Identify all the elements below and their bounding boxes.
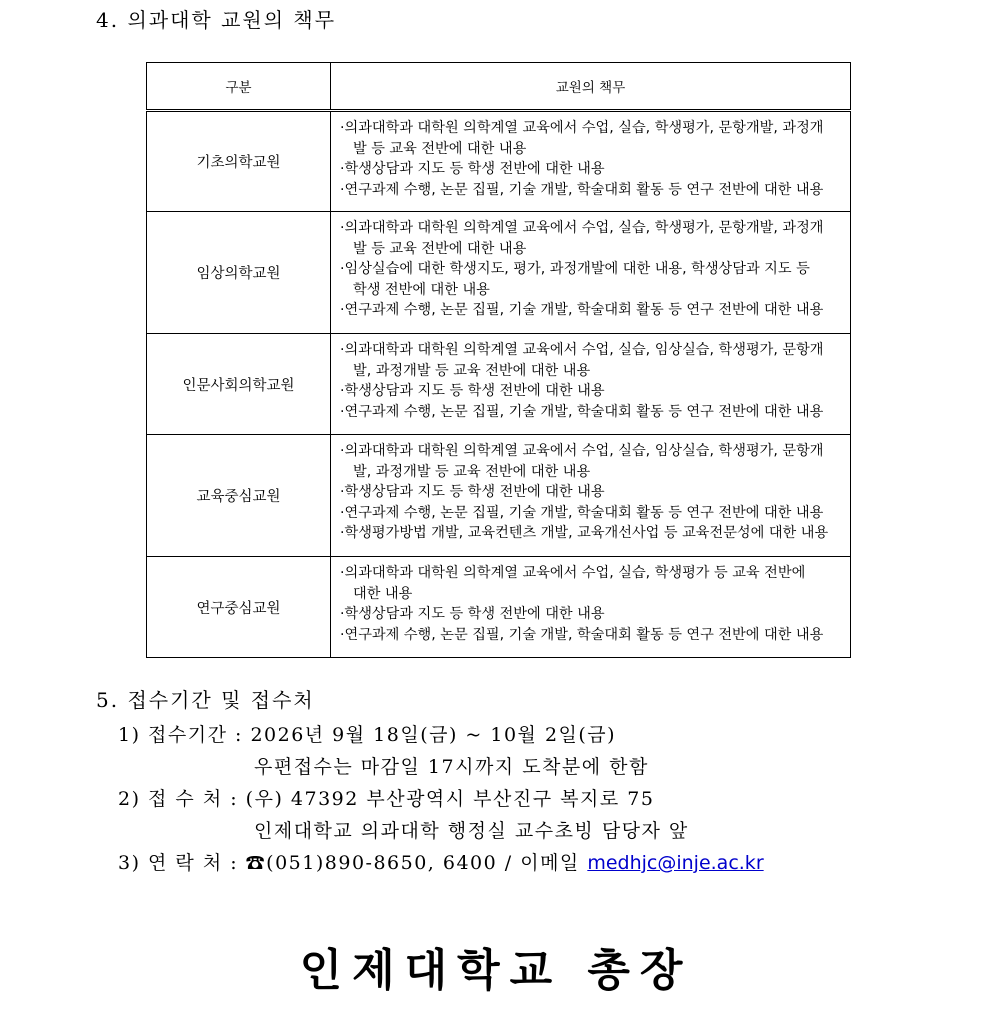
place-recipient: 인제대학교 의과대학 행정실 교수초빙 담당자 앞 [254, 820, 689, 842]
category-cell: 기초의학교원 [147, 111, 331, 212]
duty-line: ·의과대학과 대학원 의학계열 교육에서 수업, 실습, 학생평가 등 교육 전반에 [340, 565, 806, 581]
duty-line: ·연구과제 수행, 논문 집필, 기술 개발, 학술대회 활동 등 연구 전반에 대한 내용 [340, 302, 824, 318]
application-period-row [118, 720, 616, 747]
period-value: 2026년 9월 18일(금) ~ 10월 2일(금) [250, 724, 617, 746]
duty-line: 발, 과정개발 등 교육 전반에 대한 내용 [353, 463, 591, 480]
duty-line: 발 등 교육 전반에 대한 내용 [353, 240, 527, 257]
duty-line: ·학생상담과 지도 등 학생 전반에 대한 내용 [340, 161, 605, 177]
table-row [147, 557, 851, 658]
table-row [147, 334, 851, 435]
signature: 인제대학교 총장 [299, 945, 693, 996]
application-place-row [118, 784, 654, 811]
category-cell: 임상의학교원 [147, 212, 331, 334]
category-cell: 교육중심교원 [147, 435, 331, 557]
duty-line: 발, 과정개발 등 교육 전반에 대한 내용 [353, 362, 591, 379]
category-cell: 인문사회의학교원 [147, 334, 331, 435]
period-label: 1) 접수기간 : [118, 724, 251, 746]
category-cell: 연구중심교원 [147, 557, 331, 658]
duty-line: ·연구과제 수행, 논문 집필, 기술 개발, 학술대회 활동 등 연구 전반에 대한 내용 [340, 504, 824, 521]
duty-line: ·연구과제 수행, 논문 집필, 기술 개발, 학술대회 활동 등 연구 전반에 대한 내용 [340, 181, 824, 198]
section-4-title: 4. 의과대학 교원의 책무 [96, 8, 337, 32]
duty-line: ·학생평가방법 개발, 교육컨텐츠 개발, 교육개선사업 등 교육전문성에 대한 내용 [340, 525, 829, 541]
table-row [147, 111, 851, 212]
duty-line: ·임상실습에 대한 학생지도, 평가, 과정개발에 대한 내용, 학생상담과 지도 등 [340, 261, 810, 277]
contact-email-label: / 이메일 [497, 852, 588, 874]
contact-label: 3) 연 락 처 : [118, 852, 246, 874]
header-category: 구분 [147, 63, 331, 111]
duties-cell [331, 334, 851, 435]
duties-cell [331, 212, 851, 334]
duty-line: ·학생상담과 지도 등 학생 전반에 대한 내용 [340, 606, 605, 622]
period-note: 우편접수는 마감일 17시까지 도착분에 한함 [254, 756, 649, 778]
duty-line: ·의과대학과 대학원 의학계열 교육에서 수업, 실습, 학생평가, 문항개발, 과정개 [340, 220, 824, 236]
contact-row [118, 848, 764, 875]
duty-line: 발 등 교육 전반에 대한 내용 [353, 140, 527, 157]
duty-line: ·연구과제 수행, 논문 집필, 기술 개발, 학술대회 활동 등 연구 전반에 대한 내용 [340, 403, 824, 420]
duties-cell [331, 557, 851, 658]
header-duties: 교원의 책무 [331, 63, 851, 111]
place-value: (우) 47392 부산광역시 부산진구 복지로 75 [245, 788, 655, 810]
contact-phone: ☎(051)890-8650, 6400 [245, 852, 498, 874]
duty-line: ·학생상담과 지도 등 학생 전반에 대한 내용 [340, 484, 605, 500]
duty-line: ·의과대학과 대학원 의학계열 교육에서 수업, 실습, 학생평가, 문항개발, 과정개 [340, 120, 824, 136]
table-header-row [147, 63, 851, 111]
duty-line: ·의과대학과 대학원 의학계열 교육에서 수업, 실습, 임상실습, 학생평가, 문항개 [340, 443, 824, 459]
duty-line: ·의과대학과 대학원 의학계열 교육에서 수업, 실습, 임상실습, 학생평가, 문항개 [340, 342, 824, 358]
section-5-title: 5. 접수기간 및 접수처 [96, 688, 315, 712]
place-label: 2) 접 수 처 : [118, 788, 246, 810]
duties-cell [331, 111, 851, 212]
duty-line: 대한 내용 [353, 585, 413, 602]
table-row [147, 435, 851, 557]
faculty-duties-table [146, 62, 851, 658]
table-row [147, 212, 851, 334]
duty-line: ·연구과제 수행, 논문 집필, 기술 개발, 학술대회 활동 등 연구 전반에 대한 내용 [340, 626, 824, 643]
duty-line: ·학생상담과 지도 등 학생 전반에 대한 내용 [340, 383, 605, 399]
contact-email-link[interactable]: medhjc@inje.ac.kr [587, 852, 764, 874]
duties-cell [331, 435, 851, 557]
duty-line: 학생 전반에 대한 내용 [353, 281, 490, 298]
